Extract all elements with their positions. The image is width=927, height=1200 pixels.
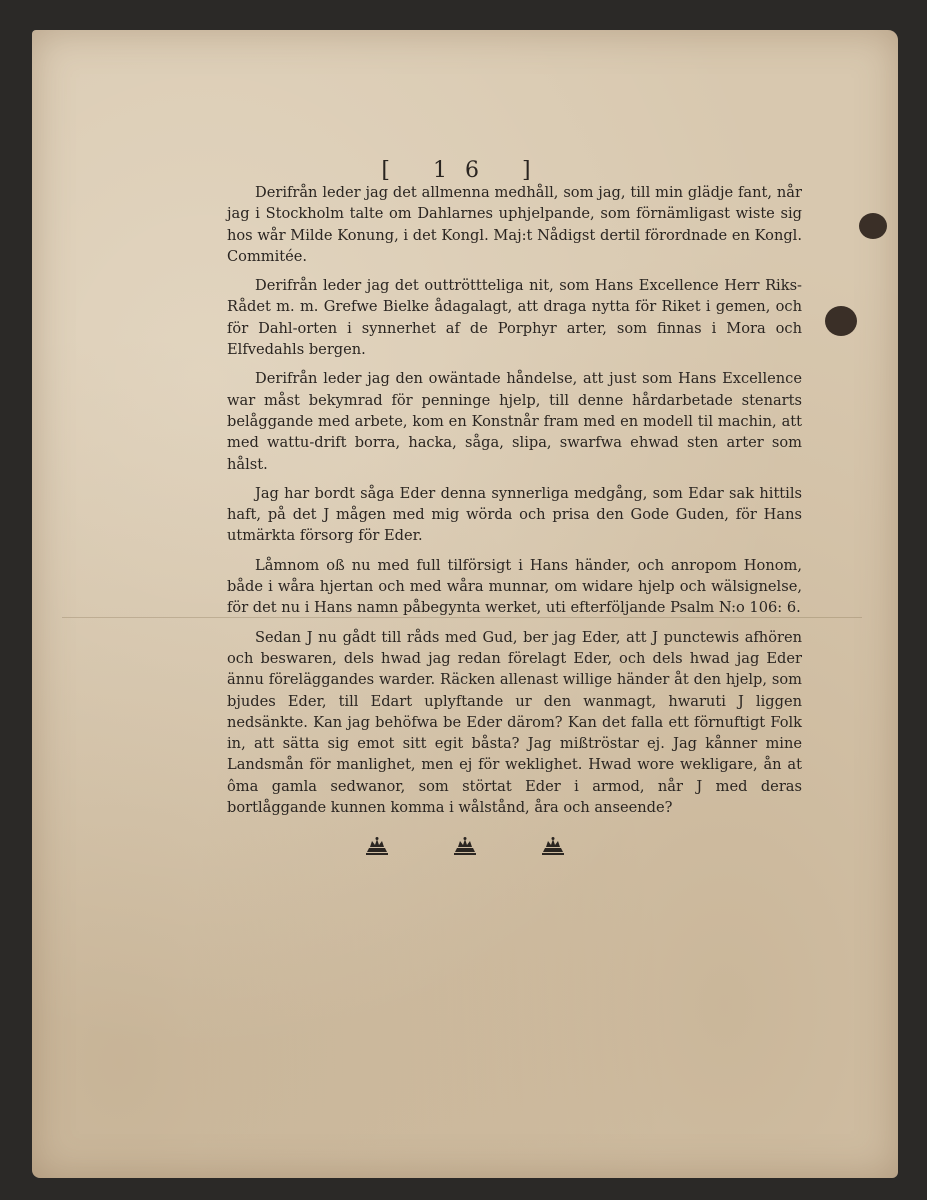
crown-ornament-icon — [540, 836, 566, 856]
paragraph: Derifrån leder jag den owäntade håndelse, att just som Hans Excellence war måst bekymrad för penninge hjelp, till denne hårdarbetade stenarts belåggande med arbete, kom en Konstnår fram med en modell til machin, att med wattu-drift borra, hacka, såga, slipa, swarfwa ehwad sten arter som hålst. — [227, 370, 802, 473]
ink-stain — [825, 306, 857, 336]
paragraph: Jag har bordt såga Eder denna synnerliga medgång, som Edar sak hittils haft, på det J mågen med mig wörda och prisa den Gode Guden, för Hans utmärkta försorg för Eder. — [227, 484, 802, 545]
crown-ornament-icon — [452, 836, 478, 856]
body-text — [227, 182, 802, 826]
paragraph: Sedan J nu gådt till råds med Gud, ber jag Eder, att J punctewis afhören och beswaren, dels hwad jag redan förelagt Eder, och dels hwad jag Eder ännu föreläggandes warder. Räcken allenast willige händer åt den hjelp, som bjudes Eder, till Edart uplyftande ur den wanmagt, hwaruti J liggen nedsänkte. Kan jag behöfwa be Eder därom? Kan det falla ett förnuftigt Folk in, att sätta sig emot sitt egit båsta? Jag mißtröstar ej. Jag kånner mine Landsmån för manlighet, men ej för weklighet. Hwad wore wekligare, ån at ôma gamla sedwanor, som störtat Eder i armod, når J med deras bortlåggande kunnen komma i wålstånd, åra och anseende? — [227, 628, 802, 817]
ink-stain — [859, 213, 887, 239]
page-number: [ 16 ] — [381, 158, 549, 183]
paragraph: Derifrån leder jag det outtröttteliga nit, som Hans Excellence Herr Riks-Rådet m. m. Grefwe Bielke ådagalagt, att draga nytta för Riket i gemen, och för Dahl-orten i synnerhet af de Porphyr arter, som finnas i Mora och Elfvedahls bergen. — [227, 277, 802, 359]
paragraph: Låmnom oß nu med full tilförsigt i Hans händer, och anropom Honom, både i wåra hjertan och med wåra munnar, om widare hjelp och wälsignelse, för det nu i Hans namn påbegynta werket, uti efterföljande Psalm N:o 106: 6. — [227, 556, 802, 617]
crown-ornament-icon — [364, 836, 390, 856]
paragraph: Derifrån leder jag det allmenna medhåll, som jag, till min glädje fant, når jag i Stockholm talte om Dahlarnes uphjelpande, som förnämligast wiste sig hos wår Milde Konung, i det Kongl. Maj:t Nådigst dertil förordnade en Kongl. Commitée. — [227, 184, 802, 265]
document-page — [32, 30, 898, 1178]
ornament-row — [32, 836, 898, 856]
